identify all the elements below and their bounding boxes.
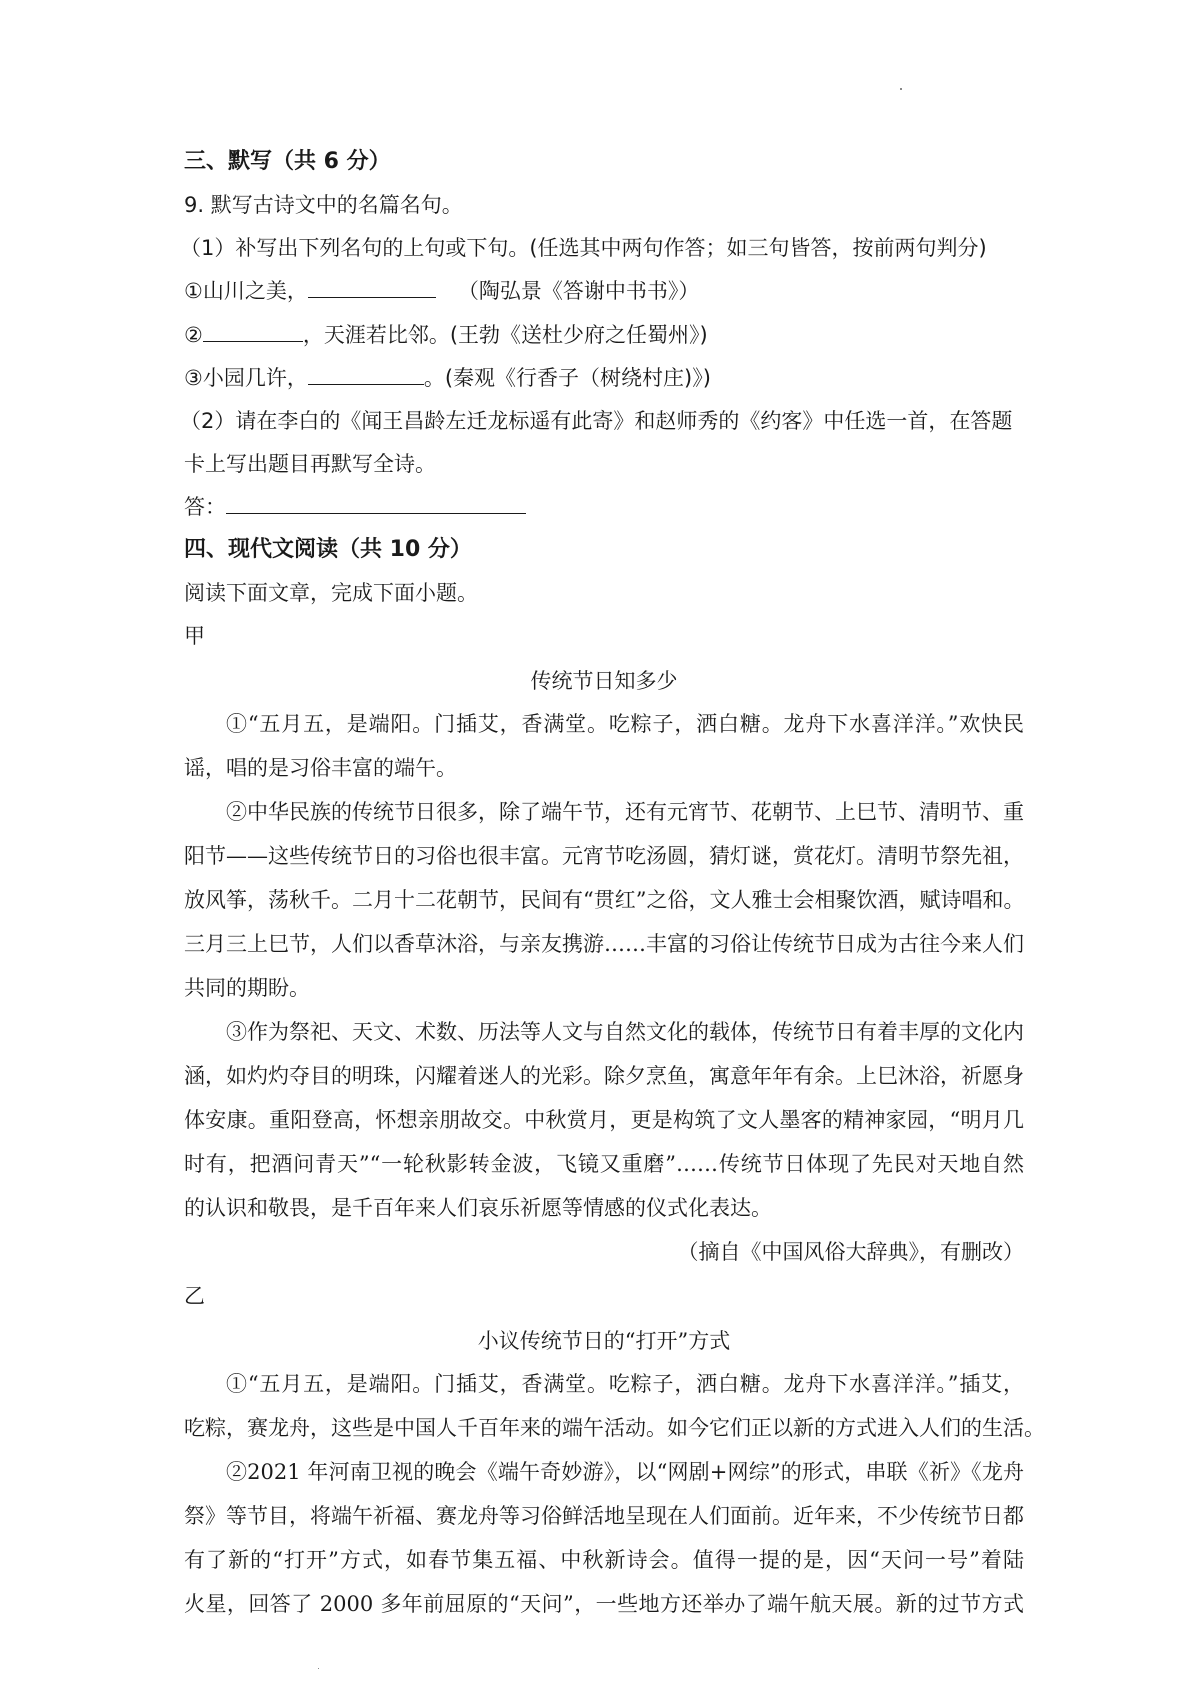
passage-b-label: 乙 bbox=[184, 1284, 205, 1308]
passage-b-line: 有了新的“打开”方式，如春节集五福、中秋新诗会。值得一提的是，因“天问一号”着陆 bbox=[184, 1548, 1024, 1572]
fill-item-3-source: 。(秦观《行香子（树绕村庄)》) bbox=[423, 366, 711, 390]
passage-a-line: 谣，唱的是习俗丰富的端午。 bbox=[184, 756, 457, 780]
sub-question-2-line-1: （2）请在李白的《闻王昌龄左迁龙标遥有此寄》和赵师秀的《约客》中任选一首，在答题 bbox=[180, 409, 1013, 433]
passage-a-line: 阳节——这些传统节日的习俗也很丰富。元宵节吃汤圆，猜灯谜，赏花灯。清明节祭先祖， bbox=[184, 844, 1024, 868]
fill-item-3-prompt: ③小园几许， bbox=[184, 366, 308, 390]
reading-instruction: 阅读下面文章，完成下面小题。 bbox=[184, 581, 478, 605]
answer-blank-2[interactable] bbox=[203, 321, 303, 342]
scan-speck bbox=[318, 1668, 319, 1669]
passage-a-line: 放风筝，荡秋千。二月十二花朝节，民间有“贯红”之俗，文人雅士会相聚饮酒，赋诗唱和。 bbox=[184, 888, 1025, 912]
fill-item-2 bbox=[184, 320, 1024, 350]
answer-line[interactable] bbox=[226, 493, 526, 514]
sub-question-1: （1）补写出下列名句的上句或下句。(任选其中两句作答；如三句皆答，按前两句判分) bbox=[180, 236, 987, 260]
passage-a-line: 体安康。重阳登高，怀想亲朋故交。中秋赏月，更是构筑了文人墨客的精神家园，“明月几 bbox=[184, 1108, 1024, 1132]
passage-a-line: 三月三上巳节，人们以香草沐浴，与亲友携游……丰富的习俗让传统节日成为古往今来人们 bbox=[184, 932, 1024, 956]
scan-speck bbox=[900, 88, 902, 90]
section-4-heading: 四、现代文阅读（共 10 分） bbox=[184, 537, 472, 562]
passage-b-line: 火星，回答了 2000 多年前屈原的“天问”，一些地方还举办了端午航天展。新的过节方式 bbox=[184, 1592, 1024, 1616]
passage-a-line: ①“五月五，是端阳。门插艾，香满堂。吃粽子，洒白糖。龙舟下水喜洋洋。”欢快民 bbox=[226, 712, 1024, 736]
passage-b-title: 小议传统节日的“打开”方式 bbox=[477, 1329, 731, 1353]
passage-a-line: 共同的期盼。 bbox=[184, 976, 310, 1000]
question-9-stem: 9. 默写古诗文中的名篇名句。 bbox=[184, 193, 463, 217]
fill-item-1-prompt: ①山川之美， bbox=[184, 279, 308, 303]
answer-row bbox=[184, 492, 1024, 522]
fill-item-1-source: （陶弘景《答谢中书书》） bbox=[457, 279, 700, 303]
answer-label: 答： bbox=[184, 495, 226, 519]
passage-a-title: 传统节日知多少 bbox=[530, 669, 678, 693]
fill-item-1 bbox=[184, 276, 1024, 306]
passage-a-line: 时有，把酒问青天”“一轮秋影转金波，飞镜又重磨”……传统节日体现了先民对天地自然 bbox=[184, 1152, 1024, 1176]
passage-b-line: 祭》等节目，将端午祈福、赛龙舟等习俗鲜活地呈现在人们面前。近年来，不少传统节日都 bbox=[184, 1504, 1024, 1528]
passage-a-source: （摘自《中国风俗大辞典》，有删改） bbox=[677, 1240, 1024, 1264]
fill-item-2-number: ② bbox=[184, 323, 203, 347]
passage-a-label: 甲 bbox=[184, 624, 205, 648]
answer-blank-3[interactable] bbox=[308, 364, 424, 385]
passage-a-line: 的认识和敬畏，是千百年来人们哀乐祈愿等情感的仪式化表达。 bbox=[184, 1196, 772, 1220]
passage-a-line: 涵，如灼灼夺目的明珠，闪耀着迷人的光彩。除夕烹鱼，寓意年年有余。上巳沐浴，祈愿身 bbox=[184, 1064, 1024, 1088]
passage-a-line: ③作为祭祀、天文、术数、历法等人文与自然文化的载体，传统节日有着丰厚的文化内 bbox=[226, 1020, 1024, 1044]
sub-question-2-line-2: 卡上写出题目再默写全诗。 bbox=[184, 452, 436, 476]
section-3-heading: 三、默写（共 6 分） bbox=[184, 149, 391, 174]
passage-a-line: ②中华民族的传统节日很多，除了端午节，还有元宵节、花朝节、上巳节、清明节、重 bbox=[226, 800, 1024, 824]
fill-item-2-prompt: ，天涯若比邻。(王勃《送杜少府之任蜀州》) bbox=[302, 323, 708, 347]
passage-b-line: ①“五月五，是端阳。门插艾，香满堂。吃粽子，洒白糖。龙舟下水喜洋洋。”插艾， bbox=[226, 1372, 1024, 1396]
passage-b-line: ②2021 年河南卫视的晚会《端午奇妙游》，以“网剧+网综”的形式，串联《祈》《龙舟 bbox=[226, 1460, 1024, 1484]
answer-blank-1[interactable] bbox=[308, 277, 436, 298]
passage-b-line: 吃粽，赛龙舟，这些是中国人千百年来的端午活动。如今它们正以新的方式进入人们的生活。 bbox=[184, 1416, 1045, 1440]
fill-item-3 bbox=[184, 363, 1024, 393]
